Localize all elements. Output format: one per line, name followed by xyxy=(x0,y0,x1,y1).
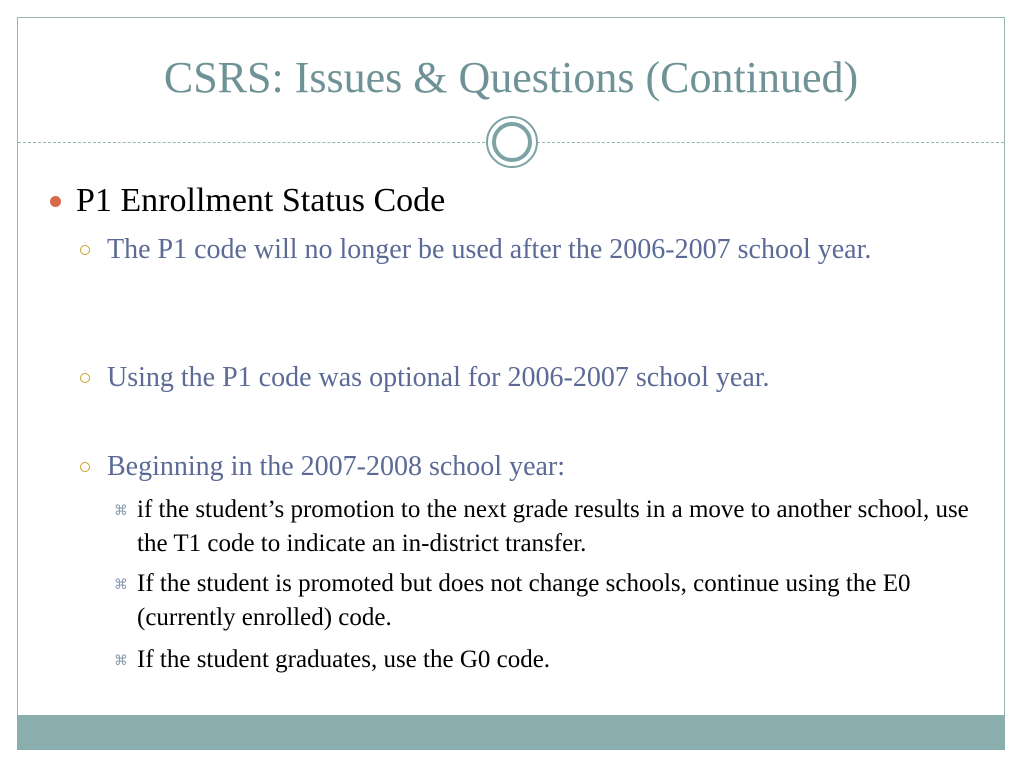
sub-bullet-ring-icon xyxy=(80,462,90,472)
sub-sub-bullet-star-icon: ⌘ xyxy=(114,503,128,519)
sub-bullet-text: Using the P1 code was optional for 2006-2007 school year. xyxy=(107,362,770,393)
sub-sub-bullet-text: if the student’s promotion to the next grade results in a move to another school, use the T1 code to indicate an in-district transfer. xyxy=(137,496,969,557)
sub-sub-bullet-star-icon: ⌘ xyxy=(114,653,128,669)
bullet-heading: P1 Enrollment Status Code xyxy=(76,182,446,219)
decorative-circle-inner xyxy=(492,122,532,162)
sub-bullet-text: Beginning in the 2007-2008 school year: xyxy=(107,451,566,482)
bullet-dot-icon xyxy=(50,196,61,207)
sub-sub-bullet-text: If the student graduates, use the G0 code. xyxy=(137,646,551,673)
sub-bullet-text: The P1 code will no longer be used after the 2006-2007 school year. xyxy=(107,234,872,265)
slide-title: CSRS: Issues & Questions (Continued) xyxy=(163,53,859,102)
sub-sub-bullet-star-icon: ⌘ xyxy=(114,577,128,593)
decorative-circle-icon xyxy=(486,116,538,168)
sub-bullet-ring-icon xyxy=(80,245,90,255)
sub-sub-bullet-text: If the student is promoted but does not change schools, continue using the E0 (currently enrolled) code. xyxy=(137,570,911,631)
sub-bullet-ring-icon xyxy=(80,373,90,383)
footer-accent-bar xyxy=(17,715,1005,750)
